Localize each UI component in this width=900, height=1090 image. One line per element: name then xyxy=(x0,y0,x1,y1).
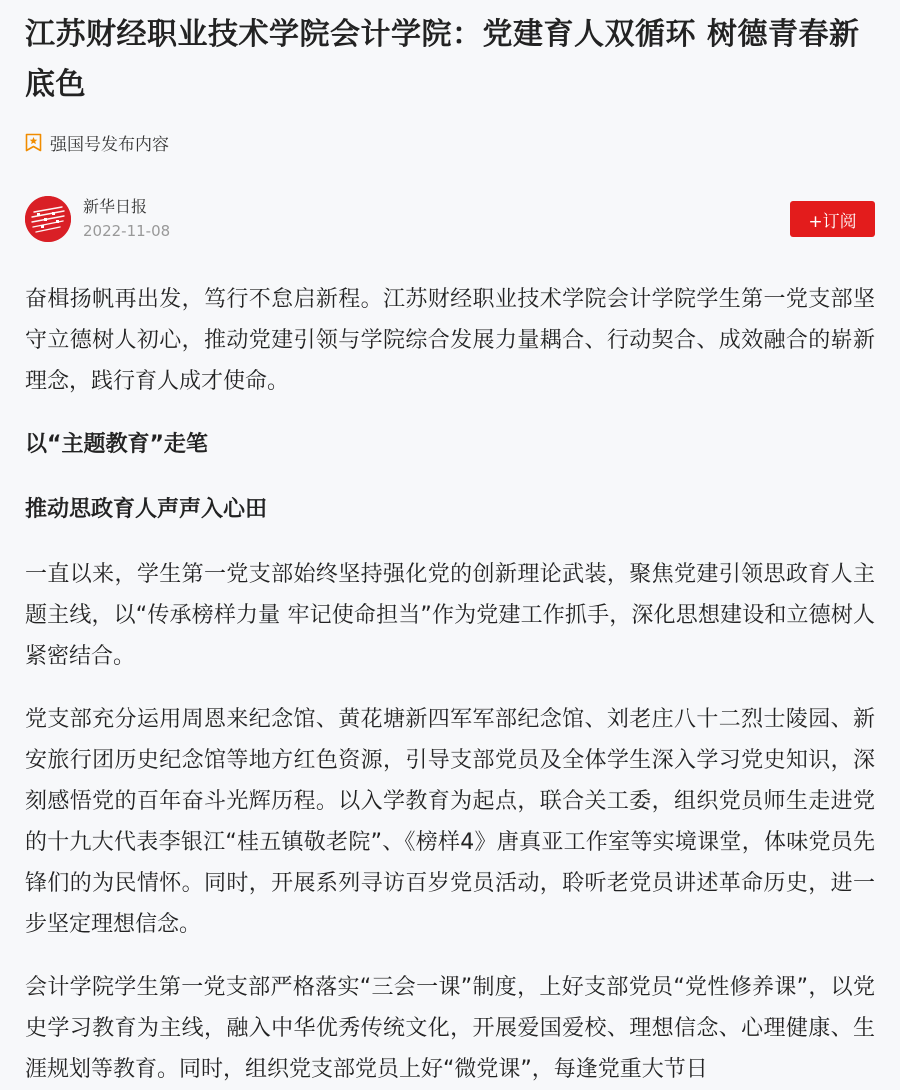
subscribe-button[interactable]: +订阅 xyxy=(790,201,875,237)
section-subheading: 推动思政育人声声入心田 xyxy=(25,497,268,522)
avatar[interactable] xyxy=(25,196,71,242)
author-info xyxy=(83,196,170,242)
source-label: 强国号发布内容 xyxy=(50,134,169,155)
publish-date: 2022-11-08 xyxy=(83,222,171,240)
article-body xyxy=(25,279,875,1090)
article-page xyxy=(0,10,900,1082)
section-heading: 以“主题教育”走笔 xyxy=(25,432,208,457)
article-paragraph: 党支部充分运用周恩来纪念馆、黄花塘新四军军部纪念馆、刘老庄八十二烈士陵园、新安旅行团历史纪念馆等地方红色资源，引导支部党员及全体学生深入学习党史知识，深刻感悟党的百年奋斗光辉历程。以入学教育为起点，联合关工委，组织党员师生走进党的十九大代表李银江“桂五镇敬老院”、《榜样4》唐真亚工作室等实境课堂，体味党员先锋们的为民情怀。同时，开展系列寻访百岁党员活动，聆听老党员讲述革命历史，进一步坚定理想信念。 xyxy=(25,707,875,937)
article-paragraph: 会计学院学生第一党支部严格落实“三会一课”制度，上好支部党员“党性修养课”，以党史学习教育为主线，融入中华优秀传统文化，开展爱国爱校、理想信念、心理健康、生涯规划等教育。同时，组织党支部党员上好“微党课”，每逢党重大节日 xyxy=(25,975,875,1082)
article-title: 江苏财经职业技术学院会计学院：党建育人双循环 树德青春新底色 xyxy=(25,17,860,102)
article-paragraph: 奋楫扬帆再出发，笃行不怠启新程。江苏财经职业技术学院会计学院学生第一党支部坚守立德树人初心，推动党建引领与学院综合发展力量耦合、行动契合、成效融合的崭新理念，践行育人成才使命。 xyxy=(25,287,875,394)
article-paragraph: 一直以来，学生第一党支部始终坚持强化党的创新理论武装，聚焦党建引领思政育人主题主线，以“传承榜样力量 牢记使命担当”作为党建工作抓手，深化思想建设和立德树人紧密结合。 xyxy=(25,562,875,669)
author-row xyxy=(25,194,875,244)
bookmark-star-icon xyxy=(25,133,42,152)
author-name[interactable]: 新华日报 xyxy=(83,197,148,216)
source-row xyxy=(25,130,875,154)
